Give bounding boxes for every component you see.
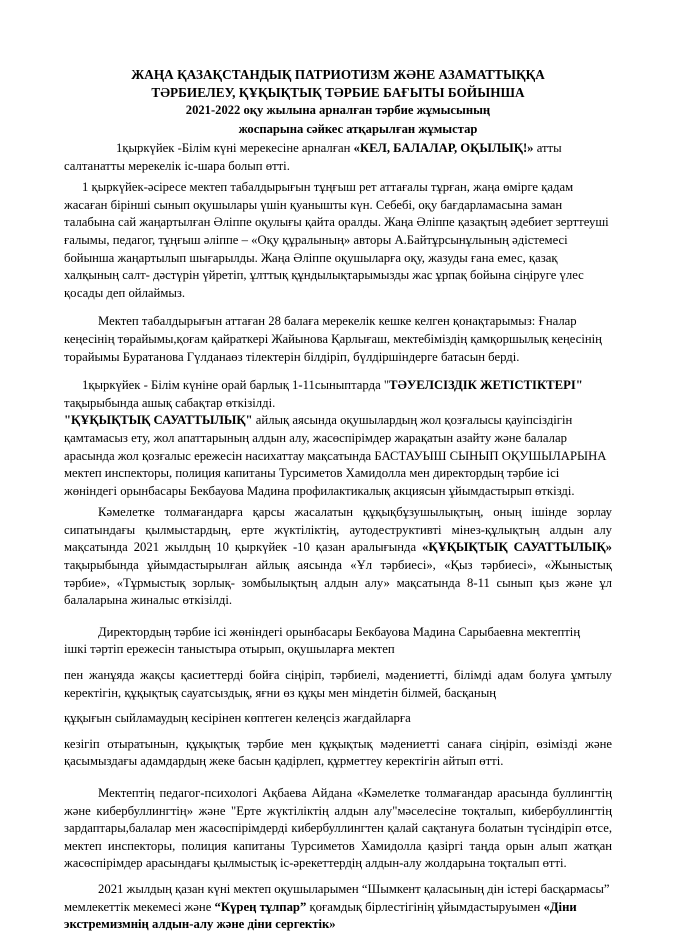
spacer xyxy=(64,728,612,736)
paragraph-7-text-3: пен жанұяда жақсы қасиеттерді бойға сіңіріп, тәрбиелі, мәдениетті, білімді адам болуға ұмтылу керектігін, құқықтық сауатсыздық, яғни өз құқы мен міндетін білмей, басқаның xyxy=(64,668,612,700)
paragraph-5 xyxy=(64,412,612,500)
paragraph-5-text: айлық аясында оқушылардың жол қозғалысы қауіпсіздігін қамтамасыз ету, жол апаттарының алдын алу, жасөспірімдер жарақатын азайту және балалар арасында жол қозғалыс ережесін насихаттау мақсатында БАСТАУЫШ СЫНЫП ОҚУШЫЛАРЫНА мектеп инспекторы, полиция капитаны Турсиметов Хамидолла мен директордың тәрбие ісі жөніндегі орынбасары Бекбауова Мадина профилактикалық акциясын ұйымдастырып өткізді. xyxy=(64,413,607,498)
spacer xyxy=(64,771,612,785)
paragraph-3 xyxy=(64,313,612,366)
spacer xyxy=(64,610,612,624)
paragraph-6 xyxy=(64,504,612,610)
page-subtitle-line-2: жоспарына сәйкес атқарылған жұмыстар xyxy=(238,121,478,136)
paragraph-7-line-3 xyxy=(64,667,612,702)
paragraph-7-line-5 xyxy=(64,736,612,771)
page-title-line-2: ТӘРБИЕЛЕУ, ҚҰҚЫҚТЫҚ ТӘРБИЕ БАҒЫТЫ БОЙЫНША xyxy=(151,84,525,100)
paragraph-4-text-a: 1қыркүйек - Білім күніне орай барлық 1-11сыныптарда " xyxy=(82,378,390,393)
paragraph-3-text: Мектеп табалдырығын аттаған 28 балаға мерекелік кешке келген қонақтарымыз: Ғналар кеңесінің төрайымы,қоғам қайраткері Жайынова Қарлығаш, мектебіміздің қамқоршылық кеңесінің торайымы Буратанова Гүлданаөз тілектерін білдіріп, бүлдіршіндерге батасын берді. xyxy=(64,314,602,364)
paragraph-4 xyxy=(64,377,612,412)
paragraph-1-text-b: атты салтанатты мерекелік іс-шара болып өтті. xyxy=(64,141,562,173)
paragraph-9-text-b: қоғамдық бірлестігінің ұйымдастыруымен xyxy=(306,899,544,914)
paragraph-2 xyxy=(64,179,612,302)
page-subtitle-line-1: 2021-2022 оқу жылына арналған тәрбие жұмысының xyxy=(185,103,491,117)
spacer xyxy=(64,702,612,710)
document-content xyxy=(64,66,612,934)
paragraph-9-emphasis-1: “Күрең тұлпар” xyxy=(214,899,307,914)
paragraph-1 xyxy=(64,140,612,175)
spacer xyxy=(64,302,612,313)
paragraph-4-text-b: тақырыбында ашық сабақтар өткізілді. xyxy=(64,395,276,410)
paragraph-7-line-1 xyxy=(64,624,612,642)
paragraph-7-text-5: кезігіп отыратынын, құқықтық тәрбие мен құқықтық мәдениетті санаға сіңіріп, өзімізді және қасымыздағы адамдардың жеке басын қадірлеп, құрметтеу керектігін айтып өтті. xyxy=(64,736,612,769)
paragraph-4-emphasis: ТӘУЕЛСІЗДІК ЖЕТІСТІКТЕРІ" xyxy=(389,378,583,393)
paragraph-6-emphasis: «ҚҰҚЫҚТЫҚ САУАТТЫЛЫҚ» xyxy=(422,540,612,555)
paragraph-5-emphasis: "ҚҰҚЫҚТЫҚ САУАТТЫЛЫҚ" xyxy=(64,413,253,428)
paragraph-6-text-b: тақырыбында ұйымдастырылған айлық аясында «Ұл тәрбиесі», «Қыз тәрбиесі», «Жыныстық тәрбие», «Тұрмыстық зорлық- зомбылықтың алдын алу» мақсатында 8-11 сынып қыз және ұл балаларына жиналыс өткізілді. xyxy=(64,558,612,608)
paragraph-7-line-4 xyxy=(64,710,612,728)
document-title-block xyxy=(64,66,612,138)
page-title-line-1: ЖАҢА ҚАЗАҚСТАНДЫҚ ПАТРИОТИЗМ ЖӘНЕ АЗАМАТТЫҚҚА xyxy=(131,67,545,82)
paragraph-8-text: Мектептің педагог-психологі Ақбаева Айдана «Кәмелетке толмағандар арасында буллингтің және кибербуллингтің» және "Ерте жүктіліктің алдын алу"мәселесіне тоқталып, кибербуллингтің зардаптары,балалар мен жасөспірімдерді кибербуллингтен қалай сақтануға болатын түсіндіріп өтсе, мектеп инспекторы, полиция капитаны Турсиметов Хамидолла қазіргі таңда орын алып жатқан жасөспірімдер арасындағы қылмыстық іс-әрекеттердің алдын-алу жолдарына тоқталып өтті. xyxy=(64,786,612,871)
paragraph-7-text-2: ішкі тәртіп ережесін таныстыра отырып, оқушыларға мектеп xyxy=(64,642,395,657)
spacer xyxy=(64,659,612,667)
paragraph-1-emphasis: «КЕЛ, БАЛАЛАР, ОҚЫЛЫҚ!» xyxy=(353,141,534,155)
paragraph-8 xyxy=(64,785,612,873)
paragraph-9 xyxy=(64,881,612,934)
spacer xyxy=(64,366,612,377)
paragraph-9-text-a: 2021 жылдың қазан күні мектеп оқушыларымен “Шымкент қаласының дін істері басқармасы” мемлекеттік мекемесі және xyxy=(64,881,610,914)
paragraph-7-line-2 xyxy=(64,641,612,659)
paragraph-1-text-a: 1қыркүйек -Білім күні мерекесіне арналған xyxy=(116,141,354,155)
paragraph-9-emphasis-2: «Діни экстремизмнің алдын-алу және діни сергектік» xyxy=(64,899,577,932)
paragraph-6-text-a: Кәмелетке толмағандарға қарсы жасалатын құқықбұзушылықтың, оның ішінде зорлау сипатындағы қылмыстардың, ерте жүктіліктің, аутодеструктивті мінез-құлықтың алдын алу мақсатында 2021 жылдың 10 қыркүйек -10 қазан аралығында xyxy=(64,505,612,555)
paragraph-7-text-4: құқығын сыйламаудың кесірінен көптеген келеңсіз жағдайларға xyxy=(64,711,411,726)
spacer xyxy=(64,873,612,881)
paragraph-7-text-1: Директордың тәрбие ісі жөніндегі орынбасары Бекбауова Мадина Сарыбаевна мектептің xyxy=(98,624,581,639)
paragraph-2-text: 1 қыркүйек-әсіресе мектеп табалдырығын тұңғыш рет аттағалы тұрған, жаңа өмірге қадам жасаған бірінші сынып оқушылары үшін қуанышты күн. Себебі, оқу бағдарламасына заман талабына сай жаңартылған Әліппе оқулығы қайта оралды. Жаңа Әліппе қазақтың әдебиет зерттеуші ғалымы, педагог, тұңғыш әліппе – «Оқу құралының» авторы А.Байтұрсынұлының әдістемесі бойынша жаңартылып шығарылды. Жаңа Әліппе оқушыларға оқу, жазуды ғана емес, қазақ халқының салт- дәстүрін үйретіп, ұлттық құндылықтарымызды жас ұрпақ бойына сіңіруге үлес қосады деп ойлаймыз. xyxy=(64,180,609,300)
